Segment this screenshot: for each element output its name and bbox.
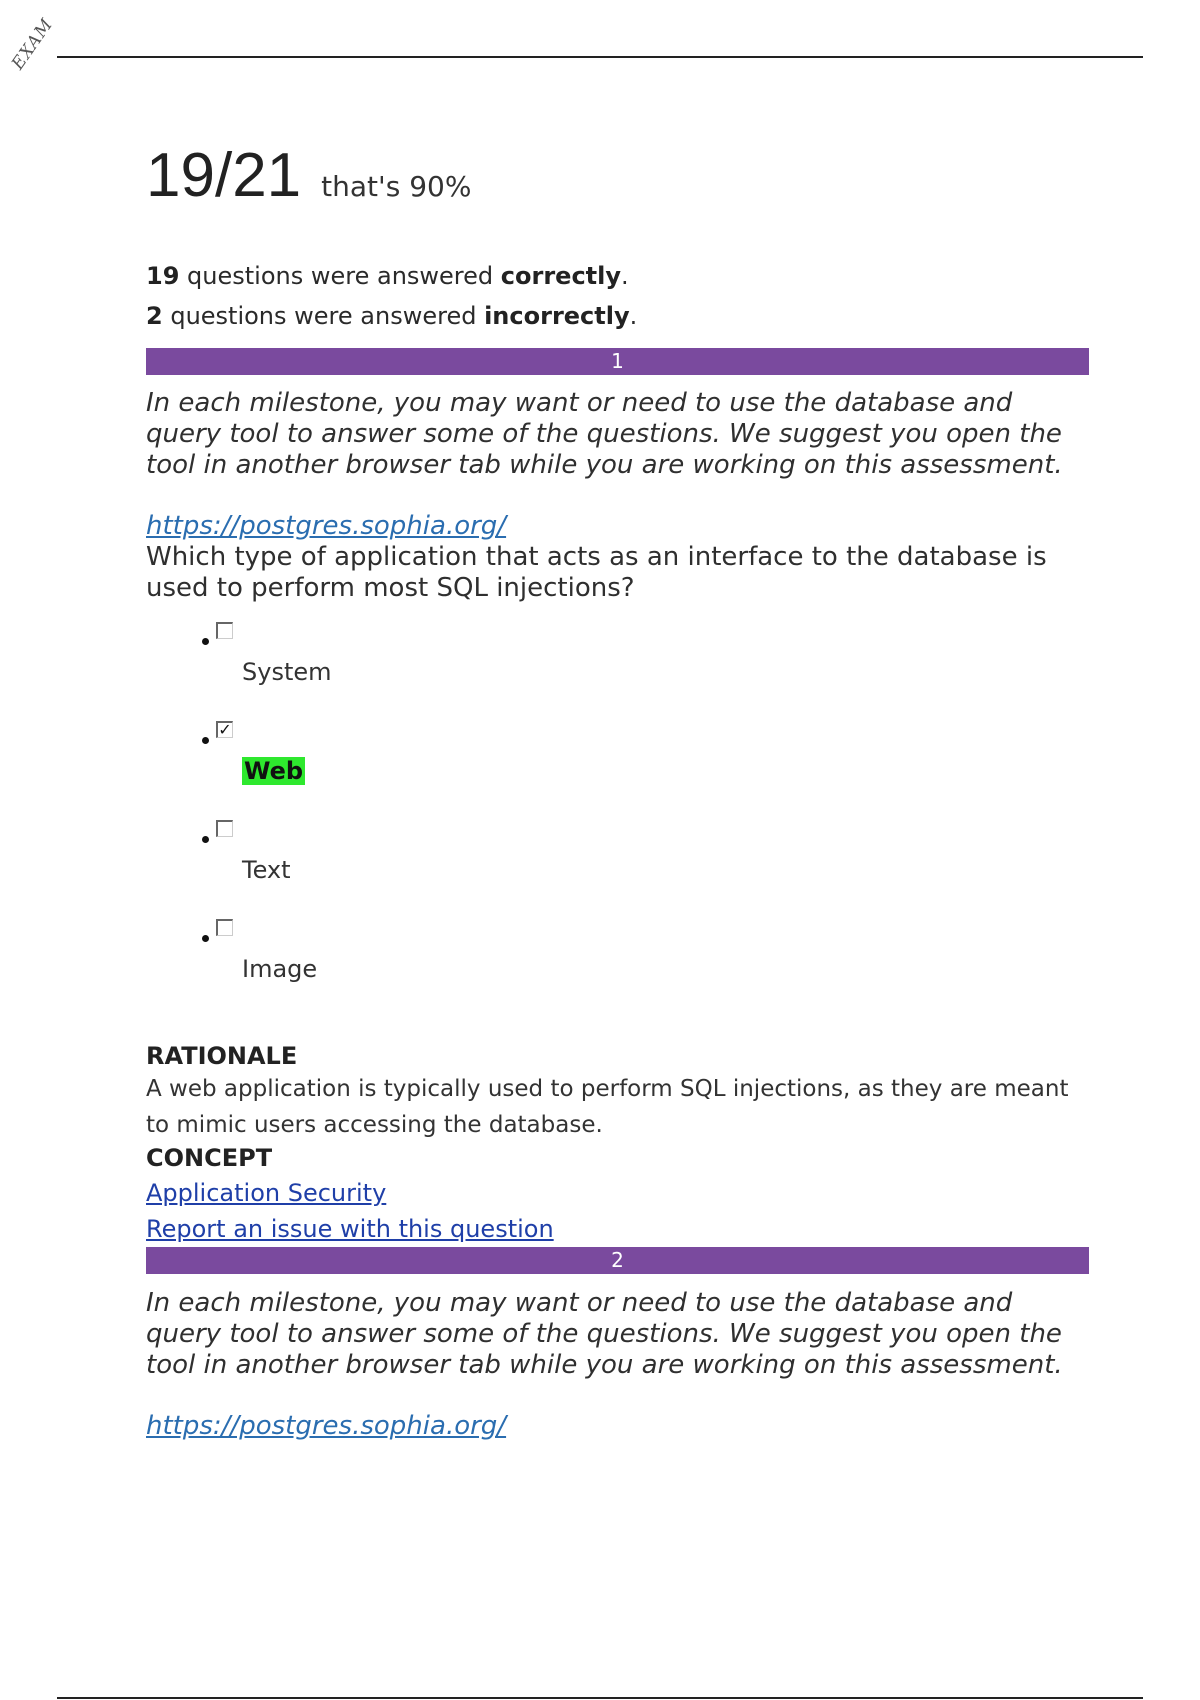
option-label: System [242,658,332,686]
checkbox-checked[interactable]: ✓ [216,721,233,738]
correct-summary-period: . [621,262,629,290]
incorrect-summary-period: . [629,302,638,330]
question-intro: In each milestone, you may want or need to use the database and query tool to answer some of the questions. We suggest you open the tool in another browser tab while you are working on this assessment. [146,388,1063,480]
question-text: Which type of application that acts as an interface to the database is used to perform most SQL injections? [146,542,1047,603]
option-label: Image [242,955,318,983]
top-rule [57,56,1143,58]
incorrect-summary [146,296,1089,336]
bottom-rule [57,1697,1143,1699]
bullet-icon [202,737,209,744]
incorrect-count: 2 [146,302,163,330]
checkbox-unchecked[interactable] [216,919,233,936]
answer-option[interactable] [202,923,1089,1022]
correct-word: correctly [500,262,622,290]
answer-option[interactable] [202,626,1089,725]
score-fraction: 19/21 [146,141,302,210]
checkbox-unchecked[interactable] [216,622,233,639]
score-percent: that's 90% [321,170,472,203]
answer-option[interactable] [202,720,1089,824]
score-header [146,140,1089,220]
bullet-icon [202,638,209,645]
concept-link[interactable]: Application Security [146,1179,387,1207]
question-intro: In each milestone, you may want or need to use the database and query tool to answer some of the questions. We suggest you open the tool in another browser tab while you are working on this assessment. [146,1288,1063,1380]
answer-options [202,626,1089,1022]
bullet-icon [202,836,209,843]
report-issue-link[interactable]: Report an issue with this question [146,1215,554,1243]
checkbox-unchecked[interactable] [216,820,233,837]
results-page [146,140,1089,1442]
question-number-bar: 2 [146,1247,1089,1274]
answer-option[interactable] [202,824,1089,923]
incorrect-summary-text: questions were answered [162,302,485,330]
option-label: Text [242,856,291,884]
postgres-link[interactable]: https://postgres.sophia.org/ [146,511,507,541]
option-label-correct: Web [244,757,304,785]
correct-count: 19 [146,262,180,290]
concept-heading: CONCEPT [146,1144,273,1172]
correct-summary-text: questions were answered [179,262,501,290]
incorrect-word: incorrectly [484,302,630,330]
bullet-icon [202,935,209,942]
rationale-text: A web application is typically used to perform SQL injections, as they are meant to mimic users accessing the database. [146,1076,1069,1138]
exam-watermark: EXAM [8,14,58,74]
rationale-heading: RATIONALE [146,1042,298,1070]
correct-summary [146,256,1089,296]
question-number-bar: 1 [146,348,1089,375]
postgres-link[interactable]: https://postgres.sophia.org/ [146,1411,507,1441]
